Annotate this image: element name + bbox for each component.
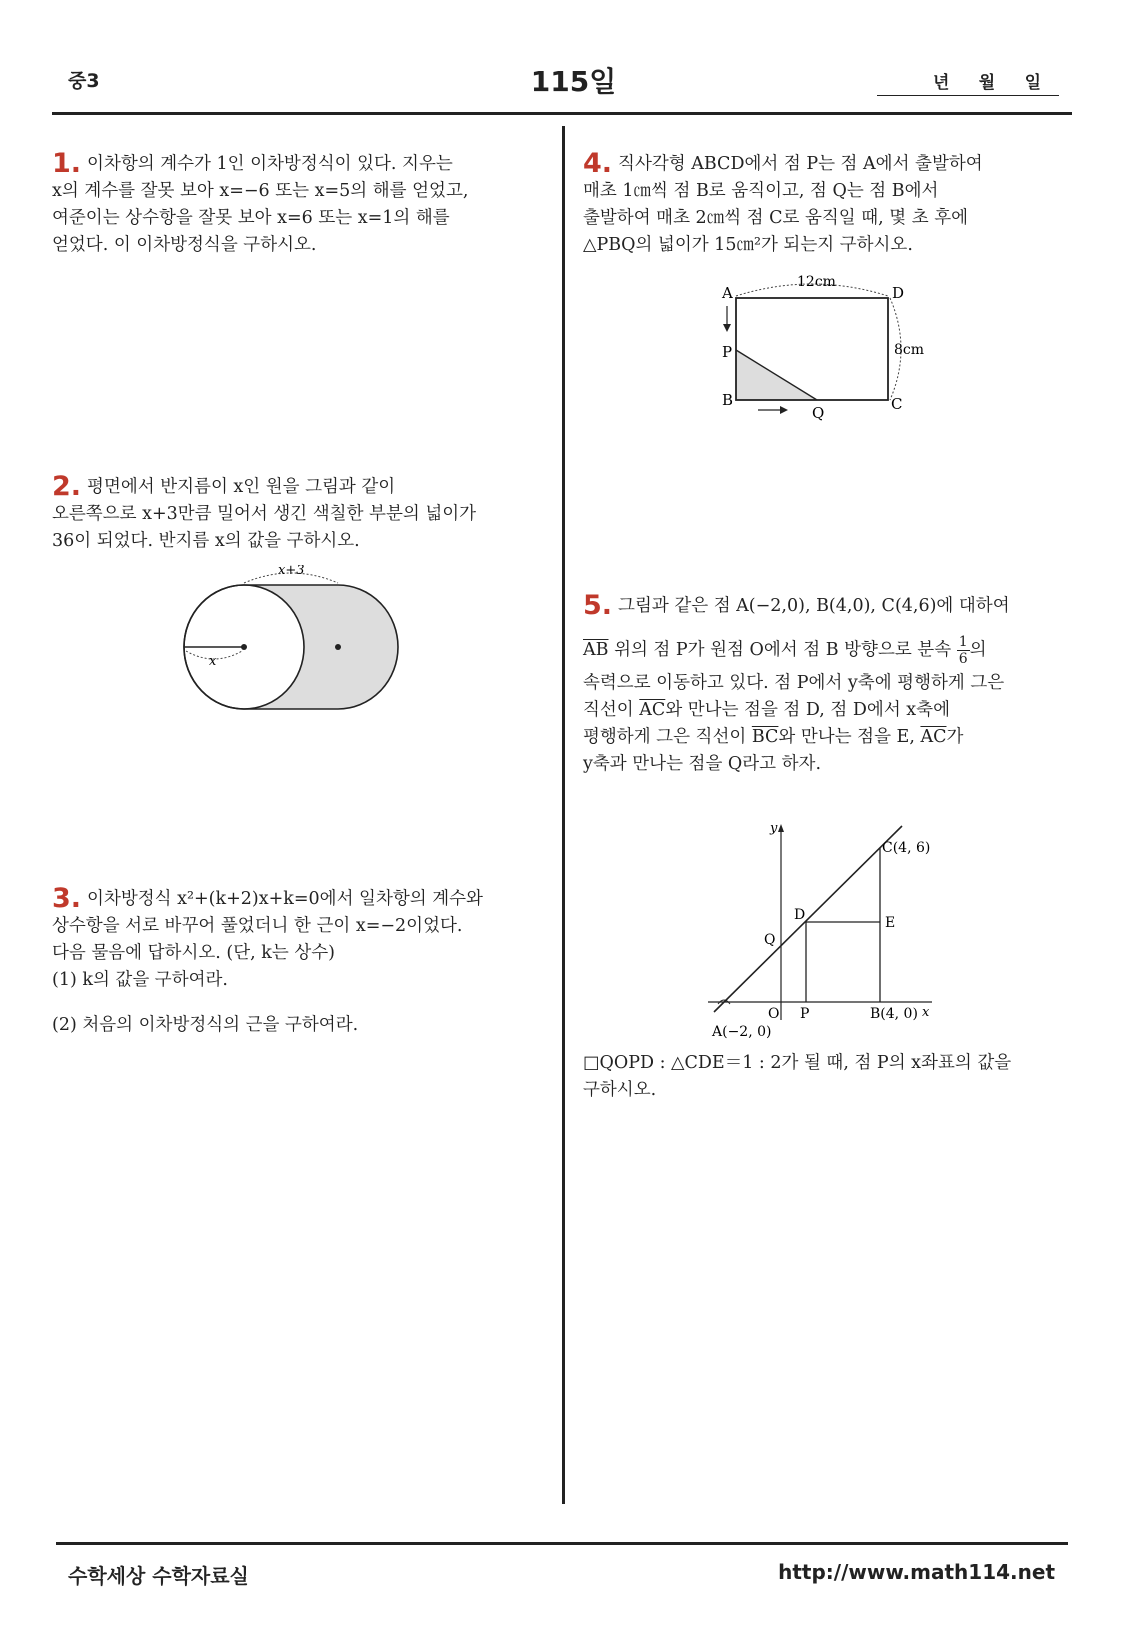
problem-line: 매초 1㎝씩 점 B로 움직이고, 점 Q는 점 B에서: [583, 181, 939, 201]
problem-line: 이차항의 계수가 1인 이차방정식이 있다. 지우는: [87, 154, 453, 174]
problem-line: 상수항을 서로 바꾸어 풀었더니 한 근이 x=−2이었다.: [52, 916, 463, 936]
coordinate-figure: [700, 820, 950, 1040]
problem-number: 2.: [52, 471, 82, 502]
problem-line: 구하시오.: [583, 1080, 657, 1100]
rectangle-figure: [700, 272, 950, 442]
vertex-a: A: [722, 284, 733, 302]
problem-line: 다음 물음에 답하시오. (단, k는 상수): [52, 943, 335, 963]
y-axis-label: y: [770, 821, 778, 836]
page-title: 115일: [530, 65, 617, 98]
origin-label: O: [768, 1006, 780, 1022]
problem-line: 직사각형 ABCD에서 점 P는 점 A에서 출발하여: [618, 154, 983, 174]
vertex-c: C: [891, 395, 903, 413]
point-c-label: C(4, 6): [882, 840, 931, 856]
footer-url[interactable]: http://www.math114.net: [778, 1560, 1055, 1584]
header-divider: [52, 112, 1072, 115]
problem-line: y축과 만나는 점을 Q라고 하자.: [583, 754, 822, 774]
problem-4: [583, 150, 1078, 259]
problem-line: 그림과 같은 점 A(−2,0), B(4,0), C(4,6)에 대하여: [618, 596, 1010, 616]
column-divider: [562, 126, 565, 1504]
problem-line: 얻었다. 이 이차방정식을 구하시오.: [52, 235, 317, 255]
point-a-label: A(−2, 0): [712, 1024, 772, 1040]
problem-2: [52, 473, 552, 555]
line-ac: [714, 826, 902, 1012]
arrow-down-head: [723, 324, 731, 332]
footer-divider: [56, 1542, 1068, 1545]
problem-line: 직선이 $\overline{AC}$와 만나는 점을 점 D, 점 D에서 x축에: [583, 700, 950, 720]
problem-line: 여준이는 상수항을 잘못 보아 x=6 또는 x=1의 해를: [52, 208, 450, 228]
problem-line: 오른쪽으로 x+3만큼 밀어서 생긴 색칠한 부분의 넓이가: [52, 504, 477, 524]
shaded-region: [244, 585, 398, 709]
fraction: $\frac{1}{6}$: [958, 634, 968, 667]
point-e-label: E: [885, 915, 896, 931]
point-d-label: D: [794, 907, 806, 923]
problem-line: x의 계수를 잘못 보아 x=−6 또는 x=5의 해를 얻었고,: [52, 181, 469, 201]
problem-5-question: [583, 1050, 1078, 1104]
problem-line: 출발하여 매초 2㎝씩 점 C로 움직일 때, 몇 초 후에: [583, 208, 969, 228]
month-label: 월: [978, 73, 996, 93]
segment-bc: $\overline{BC}$: [751, 727, 779, 747]
point-q: Q: [812, 404, 825, 422]
point-p-label: P: [800, 1006, 810, 1022]
arrow-right-head: [780, 406, 788, 414]
problem-line: 평면에서 반지름이 x인 원을 그림과 같이: [87, 477, 396, 497]
segment-ab: $\overline{AB}$: [583, 640, 609, 660]
problem-number: 1.: [52, 148, 82, 179]
height-label: 8cm: [894, 342, 925, 358]
problem-3: [52, 885, 562, 1039]
vertex-b: B: [722, 391, 734, 409]
problem-line: △PBQ의 넓이가 15㎝²가 되는지 구하시오.: [583, 235, 913, 255]
problem-line: 이차방정식 x²+(k+2)x+k=0에서 일차항의 계수와: [87, 889, 483, 909]
problem-number: 3.: [52, 883, 82, 914]
point-q-label: Q: [764, 932, 776, 948]
problem-line: (1) k의 값을 구하여라.: [52, 970, 228, 990]
problem-1: [52, 150, 552, 259]
center-dot: [335, 644, 341, 650]
problem-number: 5.: [583, 590, 613, 621]
problem-line: $\overline{AB}$ 위의 점 P가 원점 O에서 점 B 방향으로 분속 $\frac{1}{6}$ 의: [583, 634, 987, 667]
grade-label: 중3: [68, 70, 100, 92]
segment-ac: $\overline{AC}$: [639, 700, 666, 720]
circles-figure: [160, 565, 410, 730]
segment-ac: $\overline{AC}$: [920, 727, 947, 747]
day-label: 일: [1024, 73, 1041, 93]
problem-line: 속력으로 이동하고 있다. 점 P에서 y축에 평행하게 그은: [583, 673, 1005, 693]
year-label: 년: [933, 73, 950, 93]
width-label: 12cm: [797, 274, 836, 290]
problem-line: 평행하게 그은 직선이 $\overline{BC}$와 만나는 점을 E, $\overline{AC}$가: [583, 727, 964, 747]
radius-label: x: [209, 654, 217, 669]
x-axis-label: x: [922, 1005, 930, 1020]
y-arrow: [778, 824, 784, 832]
date-field: [877, 68, 1059, 96]
sub-question-2: (2) 처음의 이차방정식의 근을 구하여라.: [52, 1015, 359, 1035]
shift-label: x+3: [278, 565, 305, 578]
point-p: P: [722, 343, 733, 361]
footer-site-name: 수학세상 수학자료실: [68, 1564, 249, 1588]
problem-number: 4.: [583, 148, 613, 179]
problem-5: [583, 592, 1078, 778]
problem-line: 36이 되었다. 반지름 x의 값을 구하시오.: [52, 531, 360, 551]
point-b-label: B(4, 0): [870, 1006, 918, 1022]
vertex-d: D: [892, 284, 905, 302]
problem-line: □QOPD : △CDE＝1 : 2가 될 때, 점 P의 x좌표의 값을: [583, 1053, 1012, 1073]
